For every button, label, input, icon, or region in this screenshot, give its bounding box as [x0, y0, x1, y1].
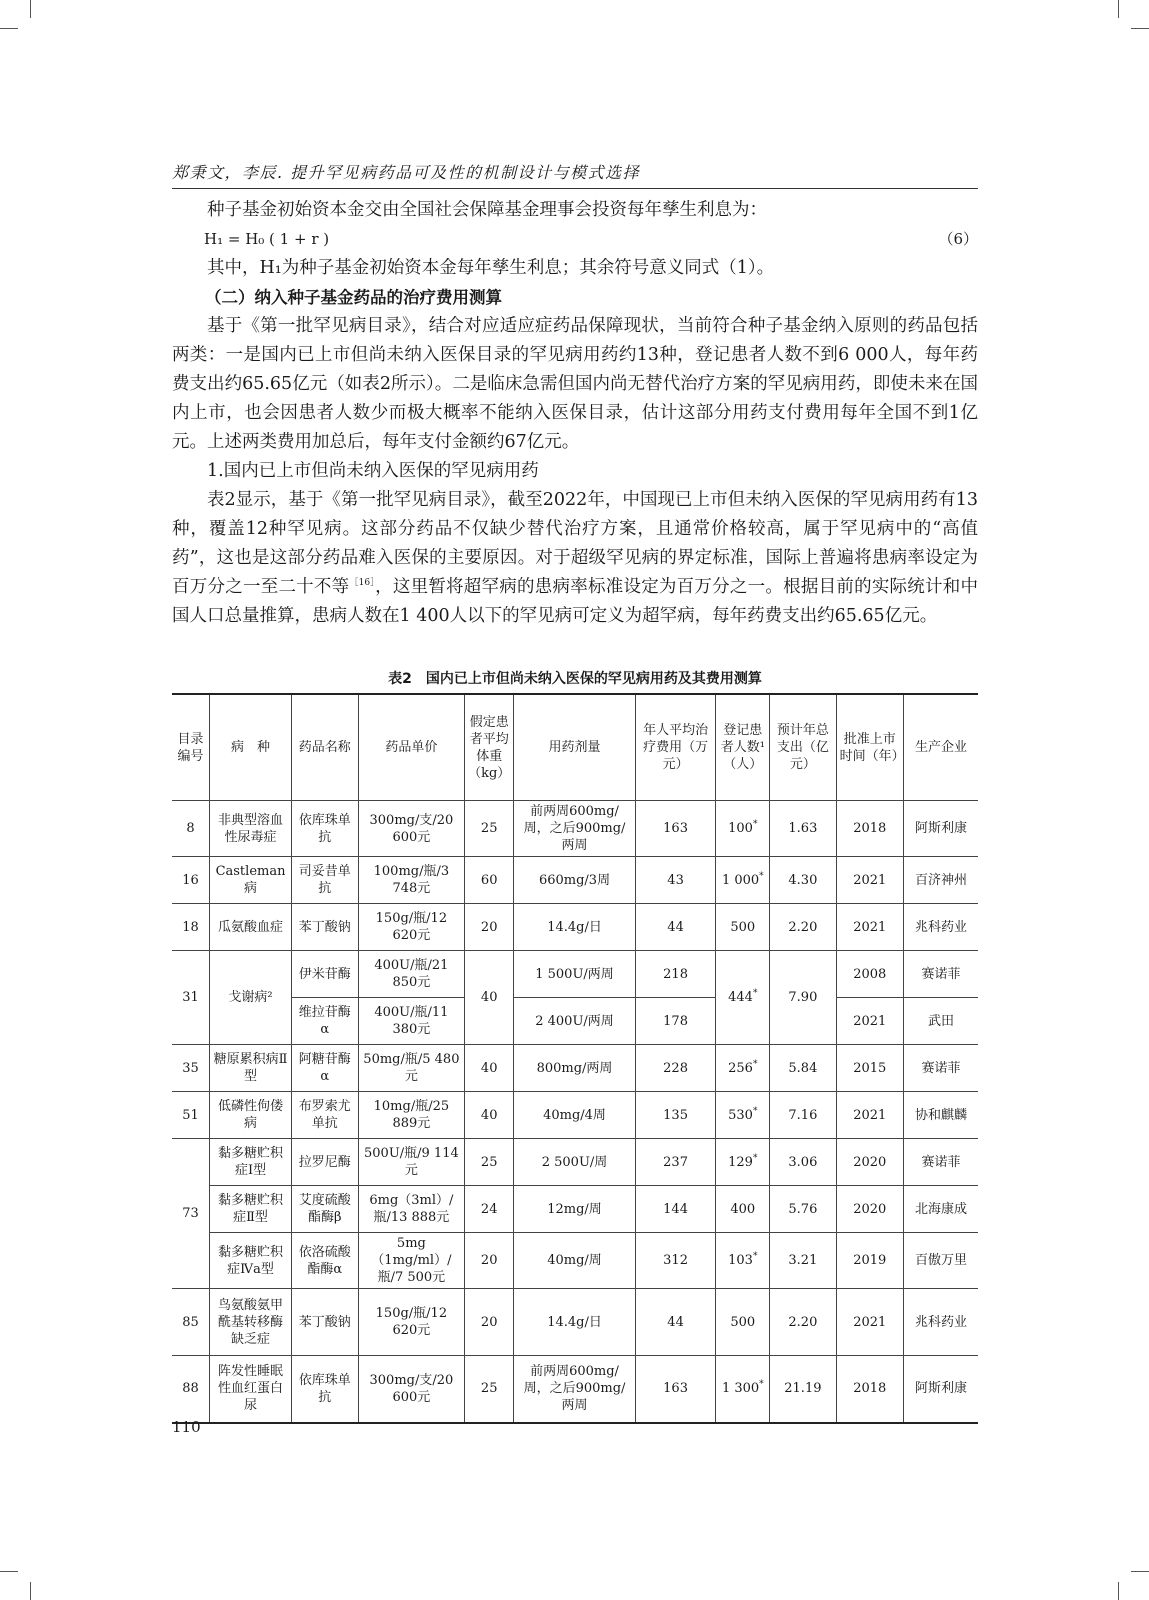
cell-cost: 237: [635, 1139, 716, 1186]
cell-price: 6mg（3ml）/瓶/13 888元: [358, 1186, 464, 1233]
citation: ［16］: [349, 578, 376, 589]
patients-value: 103: [728, 1253, 753, 1268]
cell-patients: [716, 1092, 770, 1139]
cell-id: 31: [172, 951, 210, 1045]
cell-total: 5.76: [770, 1186, 836, 1233]
table-row: [172, 801, 978, 857]
cell-id: 73: [172, 1139, 210, 1289]
cell-disease: 糖原累积病Ⅱ型: [210, 1045, 292, 1092]
cell-company: 赛诺菲: [903, 951, 978, 998]
table-row: [172, 951, 978, 998]
cell-price: 150g/瓶/12 620元: [358, 1289, 464, 1356]
cell-drug: 司妥昔单抗: [291, 857, 358, 904]
cell-cost: 43: [635, 857, 716, 904]
cell-cost: 163: [635, 1356, 716, 1423]
cell-disease: 黏多糖贮积症Ⅱ型: [210, 1186, 292, 1233]
cell-id: 16: [172, 857, 210, 904]
cell-patients: [716, 1139, 770, 1186]
table-row: [172, 1139, 978, 1186]
cell-price: 100mg/瓶/3 748元: [358, 857, 464, 904]
cell-company: 北海康成: [903, 1186, 978, 1233]
cell-disease: 戈谢病²: [210, 951, 292, 1045]
estimate-mark: *: [752, 1153, 758, 1164]
estimate-mark: *: [752, 1106, 758, 1117]
cell-patients: [716, 1045, 770, 1092]
estimate-mark: *: [752, 988, 758, 999]
cell-weight: 20: [465, 1289, 514, 1356]
running-head: 郑秉文，李辰. 提升罕见病药品可及性的机制设计与模式选择: [172, 160, 978, 189]
cell-cost: 44: [635, 1289, 716, 1356]
cell-price: 10mg/瓶/25 889元: [358, 1092, 464, 1139]
crop-mark: [1118, 1582, 1119, 1600]
cell-drug: 苯丁酸钠: [291, 1289, 358, 1356]
table-row: [172, 904, 978, 951]
cell-disease: 低磷性佝偻病: [210, 1092, 292, 1139]
cell-company: 武田: [903, 998, 978, 1045]
cell-disease: 瓜氨酸血症: [210, 904, 292, 951]
header-cell: 药品单价: [358, 694, 464, 801]
cell-weight: 24: [465, 1186, 514, 1233]
cell-patients: 500: [716, 904, 770, 951]
cell-price: 300mg/支/20 600元: [358, 1356, 464, 1423]
table-row: [172, 1233, 978, 1289]
cell-company: 兆科药业: [903, 1289, 978, 1356]
paragraph: 种子基金初始资本金交由全国社会保障基金理事会投资每年孳生利息为：: [207, 200, 767, 220]
header-cell: 年人平均治疗费用（万元）: [635, 694, 716, 801]
cell-company: 百济神州: [903, 857, 978, 904]
cell-dose: 1 500U/两周: [514, 951, 635, 998]
cell-dose: 12mg/周: [514, 1186, 635, 1233]
header-cell: 生产企业: [914, 740, 967, 755]
patients-value: 530: [728, 1107, 753, 1123]
paragraph: 基于《第一批罕见病目录》，结合对应适应症药品保障现状，当前符合种子基金纳入原则的药品包括两类：一是国内已上市但尚未纳入医保目录的罕见病用药约13种，登记患者人数不到6 000人，每年药费支出约65.65亿元（如表2所示）。二是临床急需但国内尚无替代治疗方案的罕见病用药，即使未来在国内上市，也会因患者人数少而极大概率不能纳入医保目录，估计这部分用药支付费用每年全国不到1亿元。上述两类费用加总后，每年支付金额约67亿元。: [172, 316, 978, 452]
table-row: [172, 1045, 978, 1092]
cell-dose: 前两周600mg/周，之后900mg/两周: [514, 801, 635, 857]
cell-patients: 400: [716, 1186, 770, 1233]
cell-year: 2020: [836, 1186, 903, 1233]
cell-total: 7.16: [770, 1092, 836, 1139]
equation: H₁ = H₀ ( 1 + r ): [204, 230, 330, 248]
cell-dose: 14.4g/日: [514, 904, 635, 951]
cell-company: 百傲万里: [903, 1233, 978, 1289]
cell-total: 7.90: [770, 951, 836, 1045]
cell-id: 8: [172, 801, 210, 857]
table-row: [172, 1186, 978, 1233]
patients-value: 129: [728, 1154, 753, 1170]
cell-id: 88: [172, 1356, 210, 1423]
cell-dose: 800mg/两周: [514, 1045, 635, 1092]
cell-price: 300mg/支/20 600元: [358, 801, 464, 857]
cell-id: 35: [172, 1045, 210, 1092]
patients-value: 444: [728, 990, 753, 1005]
cell-company: 赛诺菲: [903, 1139, 978, 1186]
cell-cost: 135: [635, 1092, 716, 1139]
cell-drug: 伊米苷酶: [291, 951, 358, 998]
cell-patients: [716, 801, 770, 857]
header-cell: 预计年总支出（亿元）: [770, 694, 836, 801]
paragraph-text: 表2显示，基于《第一批罕见病目录》，截至2022年，中国现已上市但未纳入医保的罕见病用药有13种，覆盖12种罕见病。这部分药品不仅缺少替代治疗方案，且通常价格较高，属于罕见病中的“高值药”，这也是这部分药品难入医保的主要原因。对于超级罕见病的界定标准，国际上普遍将患病率设定为百万分之一至二十不等: [172, 490, 978, 597]
cell-cost: 178: [635, 998, 716, 1045]
subheading: 1.国内已上市但尚未纳入医保的罕见病用药: [207, 461, 539, 481]
cell-dose: 2 500U/周: [514, 1139, 635, 1186]
cell-total: 2.20: [770, 1289, 836, 1356]
patients-value: 1 000: [721, 872, 760, 888]
cell-weight: 20: [465, 1233, 514, 1289]
crop-mark: [30, 0, 31, 18]
table-row: [172, 857, 978, 904]
cell-dose: 2 400U/两周: [514, 998, 635, 1045]
cell-total: 3.21: [770, 1233, 836, 1289]
drug-cost-table: [172, 693, 978, 1424]
cell-cost: 218: [635, 951, 716, 998]
cell-dose: 40mg/4周: [514, 1092, 635, 1139]
cell-patients: [716, 857, 770, 904]
equation-number: （6）: [938, 230, 978, 248]
cell-disease: 黏多糖贮积症Ⅰ型: [210, 1139, 292, 1186]
cell-patients: [716, 1233, 770, 1289]
cell-patients: [716, 951, 770, 1045]
cell-drug: 阿糖苷酶α: [291, 1045, 358, 1092]
cell-dose: 40mg/周: [514, 1233, 635, 1289]
cell-total: 3.06: [770, 1139, 836, 1186]
cell-drug: 依库珠单抗: [291, 801, 358, 857]
cell-disease: 阵发性睡眠性血红蛋白尿: [210, 1356, 292, 1423]
cell-drug: 拉罗尼酶: [291, 1139, 358, 1186]
table-caption: 表2 国内已上市但尚未纳入医保的罕见病用药及其费用测算: [388, 671, 762, 687]
cell-drug: 苯丁酸钠: [291, 904, 358, 951]
cell-company: 阿斯利康: [903, 801, 978, 857]
cell-cost: 144: [635, 1186, 716, 1233]
section-heading: （二）纳入种子基金药品的治疗费用测算: [205, 288, 502, 307]
cell-total: 2.20: [770, 904, 836, 951]
cell-cost: 312: [635, 1233, 716, 1289]
cell-dose: 前两周600mg/周，之后900mg/两周: [514, 1356, 635, 1423]
cell-weight: 40: [465, 1045, 514, 1092]
cell-price: 500U/瓶/9 114元: [358, 1139, 464, 1186]
table-row: [172, 998, 978, 1045]
cell-drug: 依库珠单抗: [291, 1356, 358, 1423]
page-number: 110: [172, 1418, 201, 1436]
cell-year: 2021: [836, 857, 903, 904]
header-cell: 病 种: [210, 694, 292, 801]
cell-weight: 20: [465, 904, 514, 951]
cell-weight: 40: [465, 951, 514, 1045]
crop-mark: [0, 1571, 18, 1572]
patients-value: 1 300: [721, 1381, 760, 1397]
body-text: [172, 196, 978, 631]
crop-mark: [1131, 28, 1149, 29]
cell-drug: 依洛硫酸酯酶α: [291, 1233, 358, 1289]
cell-id: 51: [172, 1092, 210, 1139]
patients-value: 100: [728, 821, 753, 836]
equation-line: [172, 225, 978, 254]
cell-year: 2021: [836, 904, 903, 951]
header-cell: 药品名称: [291, 694, 358, 801]
table-row: [172, 1289, 978, 1356]
estimate-mark: *: [752, 1251, 758, 1262]
header-cell: 用药剂量: [514, 694, 635, 801]
cell-price: 50mg/瓶/5 480元: [358, 1045, 464, 1092]
cell-year: 2020: [836, 1139, 903, 1186]
crop-mark: [0, 28, 18, 29]
cell-year: 2021: [836, 1289, 903, 1356]
cell-company: 阿斯利康: [903, 1356, 978, 1423]
cell-drug: 艾度硫酸酯酶β: [291, 1186, 358, 1233]
estimate-mark: *: [752, 819, 758, 830]
cell-year: 2021: [836, 998, 903, 1045]
cell-weight: 25: [465, 1139, 514, 1186]
table-row: [172, 1092, 978, 1139]
cell-dose: 14.4g/日: [514, 1289, 635, 1356]
header-cell: 登记患者人数¹（人）: [716, 694, 770, 801]
paragraph: [172, 486, 978, 631]
cell-company: 协和麒麟: [903, 1092, 978, 1139]
crop-mark: [30, 1582, 31, 1600]
cell-drug: 布罗索尤单抗: [291, 1092, 358, 1139]
table-row: [172, 1356, 978, 1423]
header-cell: 批准上市时间（年）: [836, 694, 903, 801]
cell-year: 2008: [836, 951, 903, 998]
cell-price: 5mg（1mg/ml）/瓶/7 500元: [358, 1233, 464, 1289]
patients-value: 256: [728, 1060, 753, 1076]
cell-year: 2019: [836, 1233, 903, 1289]
cell-disease: 非典型溶血性尿毒症: [210, 801, 292, 857]
cell-weight: 60: [465, 857, 514, 904]
cell-price: 400U/瓶/21 850元: [358, 951, 464, 998]
cell-disease: 黏多糖贮积症Ⅳa型: [210, 1233, 292, 1289]
cell-total: 5.84: [770, 1045, 836, 1092]
cell-disease: Castleman病: [210, 857, 292, 904]
header-cell: 假定患者平均体重（kg）: [465, 694, 514, 801]
crop-mark: [1131, 1571, 1149, 1572]
cell-price: 150g/瓶/12 620元: [358, 904, 464, 951]
estimate-mark: *: [752, 1059, 758, 1070]
cell-patients: 500: [716, 1289, 770, 1356]
cell-cost: 228: [635, 1045, 716, 1092]
cell-weight: 40: [465, 1092, 514, 1139]
cell-year: 2018: [836, 801, 903, 857]
cell-weight: 25: [465, 1356, 514, 1423]
estimate-mark: *: [759, 1379, 764, 1390]
paragraph: 其中，H₁为种子基金初始资本金每年孳生利息；其余符号意义同式（1）。: [207, 258, 775, 278]
crop-mark: [1118, 0, 1119, 18]
header-cell: 目录编号: [172, 694, 210, 801]
cell-total: 21.19: [770, 1356, 836, 1423]
cell-company: 兆科药业: [903, 904, 978, 951]
cell-drug: 维拉苷酶α: [291, 998, 358, 1045]
cell-dose: 660mg/3周: [514, 857, 635, 904]
cell-company: 赛诺菲: [903, 1045, 978, 1092]
cell-year: 2018: [836, 1356, 903, 1423]
cell-disease: 鸟氨酸氨甲酰基转移酶缺乏症: [210, 1289, 292, 1356]
cell-weight: 25: [465, 801, 514, 857]
cell-year: 2021: [836, 1092, 903, 1139]
cell-price: 400U/瓶/11 380元: [358, 998, 464, 1045]
paragraph-text: ，这里暂将超罕病的患病率标准设定为百万分之一。根据目前的实际统计和中国人口总量推算，患病人数在1 400人以下的罕见病可定义为超罕病，每年药费支出约65.65亿元。: [172, 577, 979, 626]
cell-id: 85: [172, 1289, 210, 1356]
estimate-mark: *: [759, 871, 764, 882]
cell-total: 1.63: [770, 801, 836, 857]
cell-total: 4.30: [770, 857, 836, 904]
cell-id: 18: [172, 904, 210, 951]
cell-patients: [716, 1356, 770, 1423]
cell-cost: 163: [635, 801, 716, 857]
cell-year: 2015: [836, 1045, 903, 1092]
header-row: [172, 694, 978, 801]
cell-cost: 44: [635, 904, 716, 951]
